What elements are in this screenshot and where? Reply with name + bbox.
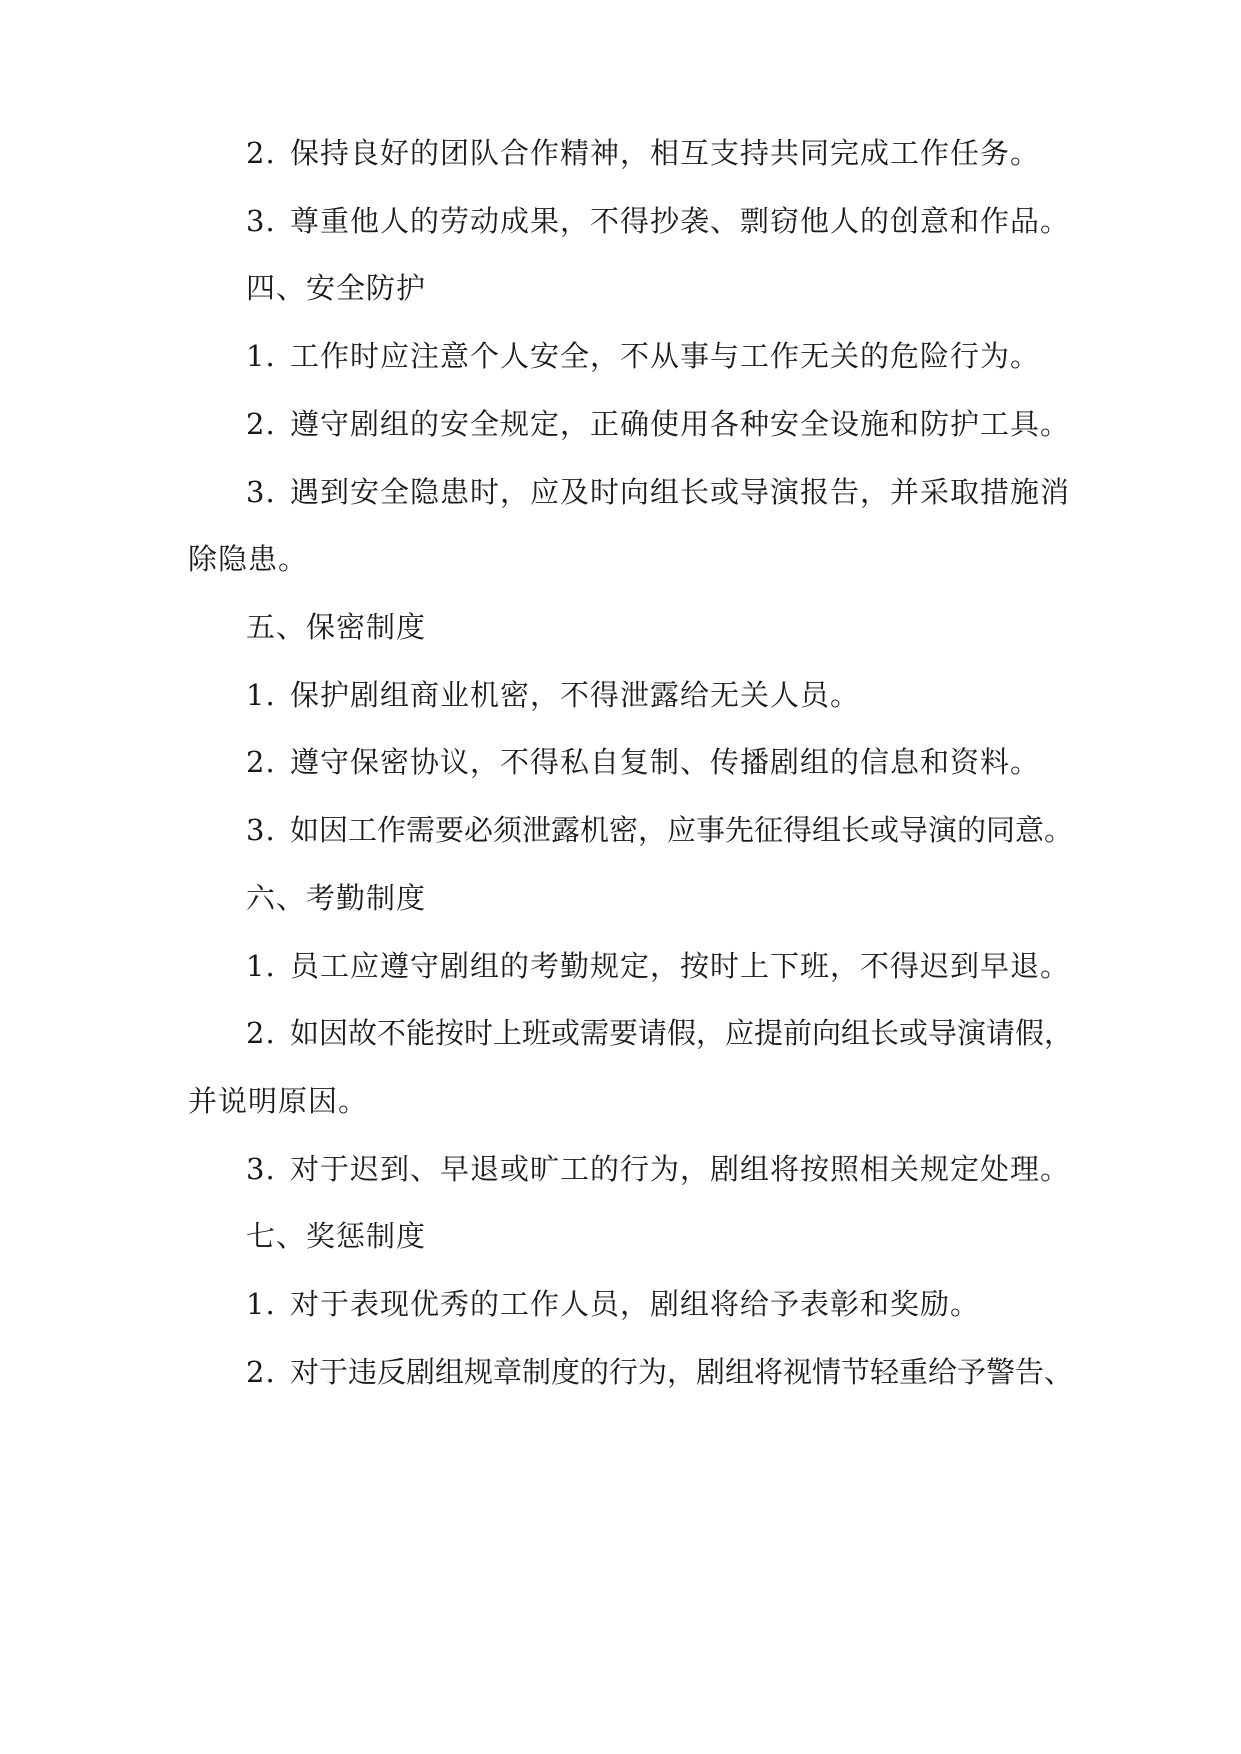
section-heading: [246, 607, 426, 647]
list-number: 3.: [246, 813, 276, 847]
paragraph-continuation: [188, 1081, 368, 1121]
paragraph-text: 对于迟到、早退或旷工的行为，剧组将按照相关规定处理。: [290, 1152, 1071, 1186]
paragraph-continuation: [188, 539, 308, 579]
list-number: 3.: [246, 1152, 276, 1186]
paragraph-text: 对于违反剧组规章制度的行为，剧组将视情节轻重给予警告、: [290, 1355, 1074, 1389]
list-item: [246, 742, 1040, 782]
list-number: 1.: [246, 678, 276, 712]
list-item: [246, 133, 1040, 173]
list-number: 3.: [246, 204, 276, 238]
section-heading-text: 六、考勤制度: [246, 881, 427, 915]
paragraph-text: 除隐患。: [188, 542, 309, 576]
list-number: 2.: [246, 407, 276, 441]
paragraph-text: 如因工作需要必须泄露机密，应事先征得组长或导演的同意。: [290, 813, 1074, 847]
list-number: 2.: [246, 136, 276, 170]
list-item: [246, 1284, 980, 1324]
list-item: [246, 1352, 1073, 1392]
paragraph-text: 遵守剧组的安全规定，正确使用各种安全设施和防护工具。: [290, 407, 1071, 441]
list-item: [246, 201, 1070, 241]
list-number: 1.: [246, 949, 276, 983]
list-item: [246, 336, 1040, 376]
paragraph-text: 保护剧组商业机密，不得泄露给无关人员。: [290, 678, 861, 712]
section-heading: [246, 878, 426, 918]
paragraph-text: 遵守保密协议，不得私自复制、传播剧组的信息和资料。: [290, 745, 1041, 779]
list-item: [246, 1013, 1073, 1053]
paragraph-text: 员工应遵守剧组的考勤规定，按时上下班，不得迟到早退。: [290, 949, 1071, 983]
paragraph-text: 尊重他人的劳动成果，不得抄袭、剽窃他人的创意和作品。: [290, 204, 1071, 238]
list-number: 1.: [246, 1287, 276, 1321]
list-number: 3.: [246, 475, 276, 509]
list-number: 1.: [246, 339, 276, 373]
section-heading-text: 五、保密制度: [246, 610, 427, 644]
section-heading-text: 七、奖惩制度: [246, 1219, 427, 1253]
list-item: [246, 810, 1073, 850]
paragraph-text: 保持良好的团队合作精神，相互支持共同完成工作任务。: [290, 136, 1041, 170]
section-heading-text: 四、安全防护: [246, 271, 427, 305]
section-heading: [246, 1216, 426, 1256]
paragraph-text: 工作时应注意个人安全，不从事与工作无关的危险行为。: [290, 339, 1041, 373]
list-item: [246, 946, 1070, 986]
list-item: [246, 1149, 1070, 1189]
paragraph-text: 对于表现优秀的工作人员，剧组将给予表彰和奖励。: [290, 1287, 981, 1321]
paragraph-text: 如因故不能按时上班或需要请假，应提前向组长或导演请假，: [290, 1016, 1074, 1050]
list-item: [246, 404, 1070, 444]
list-number: 2.: [246, 745, 276, 779]
list-number: 2.: [246, 1355, 276, 1389]
list-item: [246, 675, 860, 715]
list-item: [246, 472, 1070, 512]
section-heading: [246, 268, 426, 308]
paragraph-text: 并说明原因。: [188, 1084, 369, 1118]
paragraph-text: 遇到安全隐患时，应及时向组长或导演报告，并采取措施消: [290, 475, 1071, 509]
list-number: 2.: [246, 1016, 276, 1050]
